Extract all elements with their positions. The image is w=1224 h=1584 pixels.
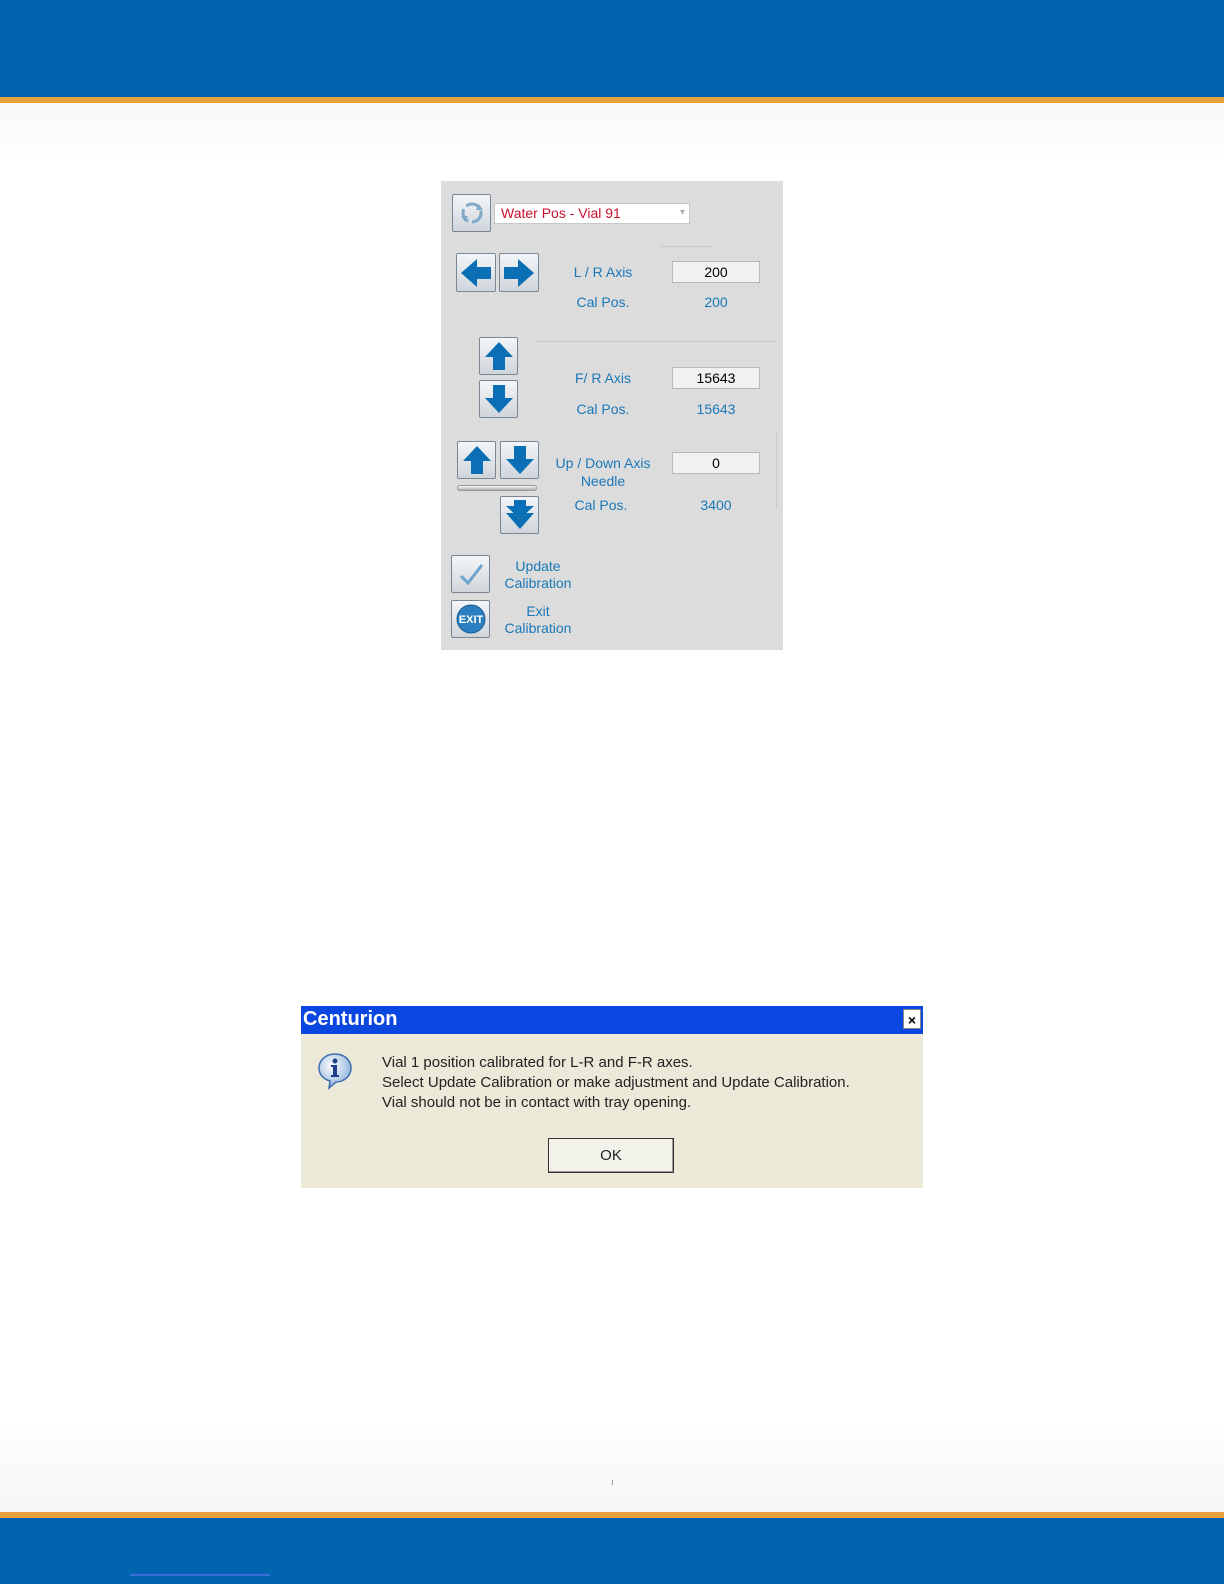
fr-cal-value: 15643 [696,401,736,417]
double-arrow-down-icon [505,499,535,531]
arrow-right-icon [502,258,536,288]
fr-axis-value-field[interactable]: 15643 [672,367,760,389]
move-front-button[interactable] [479,337,518,375]
refresh-icon [457,198,487,228]
move-right-button[interactable] [499,253,539,292]
exit-calibration-button[interactable] [451,600,490,638]
page-background-swoosh-bottom [0,1420,1224,1512]
page-header-band [0,0,1224,97]
section-divider [536,341,776,342]
position-select-value: Water Pos - Vial 91 [501,205,621,221]
needle-position-bar [457,485,537,491]
arrow-up-icon [462,444,492,476]
dialog-message-line: Select Update Calibration or make adjustment and Update Calibration. [382,1074,850,1091]
ud-axis-label-line1: Up / Down Axis [555,455,651,471]
update-calibration-line1: Update [515,558,561,574]
move-left-button[interactable] [456,253,496,292]
arrow-left-icon [459,258,493,288]
ud-axis-label [546,454,660,490]
position-select[interactable] [494,203,690,224]
ud-axis-label-line2: Needle [580,473,626,489]
ud-cal-label: Cal Pos. [574,497,628,513]
chevron-down-icon: ▾ [679,207,685,218]
ok-button[interactable]: OK [548,1138,674,1173]
exit-calibration-label[interactable] [494,603,582,637]
lr-cal-label: Cal Pos. [576,294,630,310]
move-rear-button[interactable] [479,380,518,418]
needle-fast-down-button[interactable] [500,496,539,534]
ud-cal-value: 3400 [700,497,732,513]
exit-icon-text: EXIT [458,614,483,626]
close-button[interactable] [903,1009,921,1029]
dialog-message [382,1053,850,1113]
arrow-down-icon [484,383,514,415]
page-background-swoosh [0,103,1224,163]
footer-link-underline[interactable] [130,1574,270,1576]
update-calibration-label[interactable] [494,558,582,592]
lr-cal-value: 200 [704,294,728,310]
page-tick-mark [612,1480,613,1485]
info-icon [317,1052,353,1090]
close-icon: × [907,1012,917,1028]
lr-axis-label: L / R Axis [573,264,633,280]
exit-calibration-line2: Calibration [504,620,572,636]
needle-up-button[interactable] [457,441,496,479]
section-divider [776,432,777,508]
lr-axis-value-field[interactable]: 200 [672,261,760,283]
arrow-up-icon [484,340,514,372]
dialog-message-line: Vial 1 position calibrated for L-R and F-R axes. [382,1054,693,1071]
centurion-message-dialog [301,1006,923,1188]
dialog-titlebar[interactable] [301,1006,923,1034]
dialog-message-line: Vial should not be in contact with tray opening. [382,1094,692,1111]
ud-axis-value-field[interactable]: 0 [672,452,760,474]
refresh-button[interactable] [452,194,491,232]
dialog-title: Centurion [303,1008,398,1030]
fr-axis-label: F/ R Axis [574,370,631,386]
exit-calibration-line1: Exit [526,603,550,619]
checkmark-icon [456,559,486,589]
arrow-down-icon [505,444,535,476]
exit-icon [455,603,487,635]
update-calibration-line2: Calibration [504,575,572,591]
update-calibration-button[interactable] [451,555,490,593]
needle-down-button[interactable] [500,441,539,479]
fr-cal-label: Cal Pos. [576,401,630,417]
section-divider [660,246,712,247]
